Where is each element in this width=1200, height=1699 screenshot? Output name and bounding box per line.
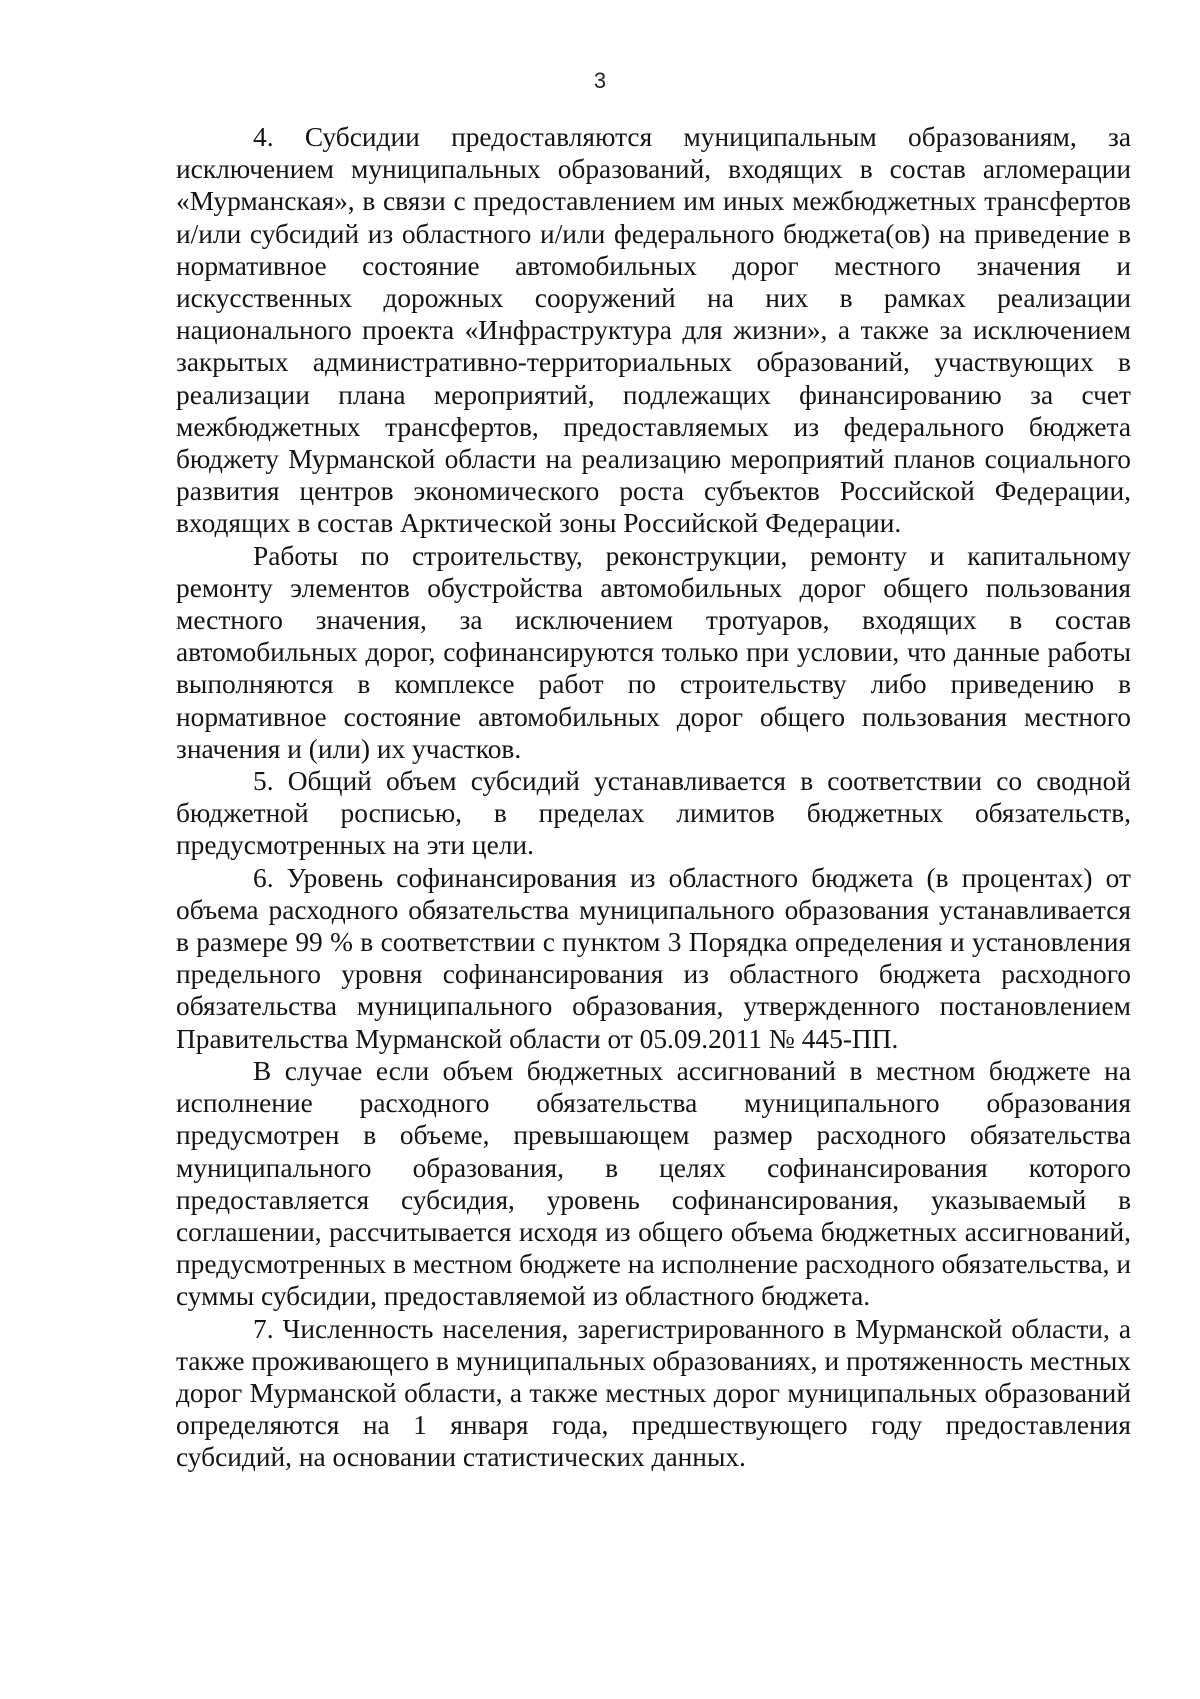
document-body bbox=[176, 121, 1131, 1474]
paragraph-item-7: 7. Численность населения, зарегистрированного в Мурманской области, а также проживающего в муниципальных образованиях, и протяженность местных дорог Мурманской области, а также местных дорог муниципальных образований определяются на 1 января года, предшествующего году предоставления субсидий, на основании статистических данных. bbox=[176, 1313, 1131, 1473]
paragraph-budget-allocation-case: В случае если объем бюджетных ассигнований в местном бюджете на исполнение расходного обязательства муниципального образования предусмотрен в объеме, превышающем размер расходного обязательства муниципального образования, в целях софинансирования которого предоставляется субсидия, уровень софинансирования, указываемый в соглашении, рассчитывается исходя из общего объема бюджетных ассигнований, предусмотренных в местном бюджете на исполнение расходного обязательства, и суммы субсидии, предоставляемой из областного бюджета. bbox=[176, 1055, 1131, 1312]
paragraph-item-4: 4. Субсидии предоставляются муниципальным образованиям, за исключением муниципальных образований, входящих в состав агломерации «Мурманская», в связи с предоставлением им иных межбюджетных трансфертов и/или субсидий из областного и/или федерального бюджета(ов) на приведение в нормативное состояние автомобильных дорог местного значения и искусственных дорожных сооружений на них в рамках реализации национального проекта «Инфраструктура для жизни», а также за исключением закрытых административно-территориальных образований, участвующих в реализации плана мероприятий, подлежащих финансированию за счет межбюджетных трансфертов, предоставляемых из федерального бюджета бюджету Мурманской области на реализацию мероприятий планов социального развития центров экономического роста субъектов Российской Федерации, входящих в состав Арктической зоны Российской Федерации. bbox=[176, 122, 1131, 539]
page-number: 3 bbox=[593, 68, 607, 93]
paragraph-works-cofinancing: Работы по строительству, реконструкции, ремонту и капитальному ремонту элементов обустройства автомобильных дорог общего пользования местного значения, за исключением тротуаров, входящих в состав автомобильных дорог, софинансируются только при условии, что данные работы выполняются в комплексе работ по строительству либо приведению в нормативное состояние автомобильных дорог общего пользования местного значения и (или) их участков. bbox=[176, 540, 1131, 764]
paragraph-item-6: 6. Уровень софинансирования из областного бюджета (в процентах) от объема расходного обязательства муниципального образования устанавливается в размере 99 % в соответствии с пунктом 3 Порядка определения и установления предельного уровня софинансирования из областного бюджета расходного обязательства муниципального образования, утвержденного постановлением Правительства Мурманской области от 05.09.2011 № 445-ПП. bbox=[176, 862, 1131, 1054]
paragraph-item-5: 5. Общий объем субсидий устанавливается в соответствии со сводной бюджетной росписью, в пределах лимитов бюджетных обязательств, предусмотренных на эти цели. bbox=[176, 766, 1131, 861]
